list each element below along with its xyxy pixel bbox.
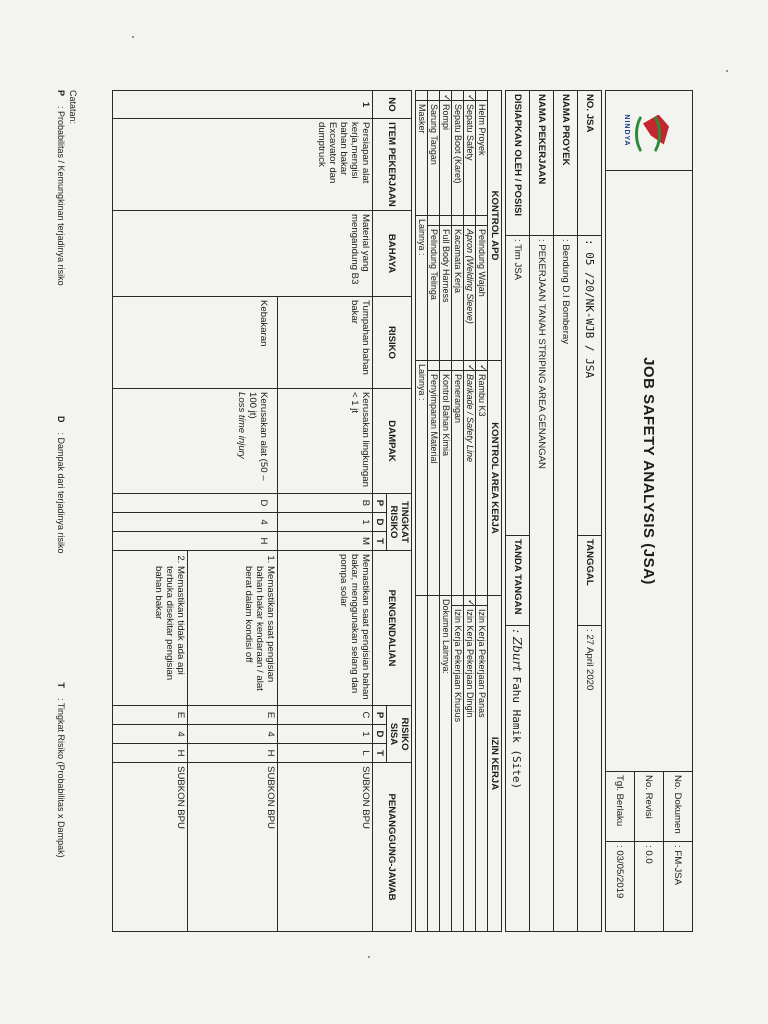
area-item: Penerangan [452, 371, 464, 596]
notes [56, 90, 78, 932]
izin-check [452, 596, 464, 606]
apd-item: Sepatu Boot (Karet) [452, 101, 464, 216]
note-p-key: P [56, 90, 66, 97]
row-sisa-t: H [188, 744, 278, 763]
apd-check: ✓ [464, 91, 476, 101]
izin-check: ✓ [464, 596, 476, 606]
izin-item: Izin Kerja Pekerjaan Panas [476, 606, 488, 932]
table-row [278, 91, 373, 932]
izin-item: Izin Kerja Pekerjaan Khusus [452, 606, 464, 932]
pengendalian-list [243, 554, 276, 702]
apd-item: Helm Proyek [476, 101, 488, 216]
row-sisa-d: 4 [113, 725, 188, 744]
ttd-cell [506, 626, 530, 932]
apd-item: Pelindung Wajah [476, 226, 488, 361]
col-sisa-t: T [373, 744, 387, 763]
col-dampak: DAMPAK [373, 389, 412, 494]
row-dampak: Kerusakan lingkungan < 1 jt [278, 389, 373, 494]
apd-item: Rompi [440, 101, 452, 216]
apd-check [464, 216, 476, 226]
info-section [505, 90, 602, 932]
row-sisa-d: 1 [278, 725, 373, 744]
row-dampak-text: Kerusakan alat (50 – 100 jt) [247, 392, 269, 481]
pengendalian-step: 2. Memastikan tidak ada api terbuka disekitar pengisian bahan bakar [153, 566, 186, 702]
no-jsa-label: NO. JSA [578, 91, 602, 236]
col-no: NO [373, 91, 412, 119]
analysis-table [112, 90, 412, 932]
apd-item: Kacamata Kerja [452, 226, 464, 361]
tanggal-value: : 27 April 2020 [578, 626, 602, 932]
row-p: B [278, 494, 373, 513]
note-p-text: : Probabilitas / Kemungkinan terjadinya risiko [56, 106, 66, 286]
col-pj: PENANGGUNG-JAWAB [373, 763, 412, 932]
row-pj: SUBKON BPU [113, 763, 188, 932]
row-sisa-p: E [188, 706, 278, 725]
company-logo [606, 91, 693, 171]
doc-no-label: No. Dokumen [664, 772, 693, 842]
col-sisa-p: P [373, 706, 387, 725]
izin-check [476, 596, 488, 606]
note-d-text: : Dampak dari terjadinya risiko [56, 432, 66, 554]
apd-check [452, 216, 464, 226]
apd-item: Apron (Welding Sleeve) [464, 226, 476, 361]
area-check [440, 361, 452, 371]
col-pengendalian: PENGENDALIAN [373, 551, 412, 706]
row-sisa-p: E [113, 706, 188, 725]
disiapkan-label: DISIAPKAN OLEH / POSISI [506, 91, 530, 236]
apd-check [416, 91, 428, 101]
row-d: 4 [113, 513, 278, 532]
pengendalian-list [153, 554, 186, 702]
izin-kerja-heading: IZIN KERJA [488, 596, 502, 932]
notes-row [56, 90, 66, 932]
row-dampak [113, 389, 278, 494]
apd-check [476, 91, 488, 101]
proyek-value: : Bendung D.I Bomberay [554, 236, 578, 932]
proyek-label: NAMA PROYEK [554, 91, 578, 236]
pekerjaan-label: NAMA PEKERJAAN [530, 91, 554, 236]
effective-date-label: Tgl. Berlaku [606, 772, 635, 842]
disiapkan-value: : Tim JSA [506, 236, 530, 536]
nindya-logo-icon [633, 109, 671, 153]
form-title: JOB SAFETY ANALYSIS (JSA) [606, 171, 693, 772]
kontrol-area-heading: KONTROL AREA KERJA [488, 361, 502, 596]
izin-item: Izin Kerja Pekerjaan Dingin [464, 606, 476, 932]
row-sisa-d: 4 [188, 725, 278, 744]
row-pengendalian: Memastikan saat pengisian bahan bakar, menggunakan selang dan pompa solar [278, 551, 373, 706]
pengendalian-step: 1. Memastikan saat pengisian bahan bakar kendaraan / alat berat dalam kondisi off [243, 566, 276, 702]
col-t: T [373, 532, 387, 551]
apd-check [452, 91, 464, 101]
revision-value: : 0.0 [635, 842, 664, 932]
row-sisa-t: H [113, 744, 188, 763]
area-check [428, 361, 440, 371]
apd-check [440, 216, 452, 226]
izin-empty [428, 596, 440, 932]
row-t: H [113, 532, 278, 551]
apd-item: Full Body Harness [440, 226, 452, 361]
row-risiko: Tumpahan bahan bakar [278, 297, 373, 389]
area-item: Kontrol Bahan Kimia [440, 371, 452, 596]
apd-item: Pelindung Telinga [428, 226, 440, 361]
row-pengendalian [188, 551, 278, 706]
tanggal-label: TANGGAL [578, 536, 602, 626]
apd-check [428, 216, 440, 226]
area-item: Lainnya : [416, 361, 428, 596]
area-item: Rambu K3 [476, 371, 488, 596]
apd-item: Lainnya : [416, 216, 428, 361]
revision-label: No. Revisi [635, 772, 664, 842]
logo-text: NINDYA [623, 114, 630, 147]
area-check [452, 361, 464, 371]
row-dampak-italic: Loss time injury [236, 392, 247, 459]
col-item: ITEM PEKERJAAN [373, 119, 412, 211]
apd-check [476, 216, 488, 226]
note-t-text: : Tingkat Risiko (Probabilitas x Dampak) [56, 698, 66, 858]
apd-item: Sepatu Safety [464, 101, 476, 216]
col-bahaya: BAHAYA [373, 211, 412, 297]
signature: : Zburt [510, 629, 525, 672]
row-no: 1 [113, 91, 373, 119]
pekerjaan-value: : PEKERJAAN TANAH STRIPING AREA GENANGAN [530, 236, 554, 932]
jsa-form [83, 90, 693, 932]
row-p: D [113, 494, 278, 513]
apd-item: Masker [416, 101, 428, 216]
row-pj: SUBKON BPU [278, 763, 373, 932]
apd-check [428, 91, 440, 101]
row-risiko: Kebakaran [113, 297, 278, 389]
row-item: Persiapan alat kerja,mengisi bahan bakar Excavator dan dumptruck [113, 119, 373, 211]
row-sisa-p: C [278, 706, 373, 725]
col-sisa-d: D [373, 725, 387, 744]
area-check: ✓ [476, 361, 488, 371]
note-d-key: D [56, 416, 66, 423]
izin-item: Dokumen Lainnya: [440, 596, 452, 932]
apd-check: ✓ [440, 91, 452, 101]
row-sisa-t: L [278, 744, 373, 763]
apd-item: Sarung Tangan [428, 101, 440, 216]
control-section [415, 90, 502, 932]
doc-no-value: : FM-JSA [664, 842, 693, 932]
row-d: 1 [278, 513, 373, 532]
col-d: D [373, 513, 387, 532]
area-item: Penyimpanan Material [428, 371, 440, 596]
kontrol-apd-heading: KONTROL APD [488, 91, 502, 361]
izin-empty [416, 596, 428, 932]
area-item: Barikade / Safety Line [464, 371, 476, 596]
row-pengendalian [113, 551, 188, 706]
row-t: M [278, 532, 373, 551]
col-sisa: RISIKO SISA [387, 706, 412, 763]
form-header [605, 90, 693, 932]
effective-date-value: : 03/05/2019 [606, 842, 635, 932]
note-t-key: T [56, 682, 66, 689]
col-tingkat: TINGKAT RISIKO [387, 494, 412, 551]
col-p: P [373, 494, 387, 513]
no-jsa-value: : 05 /20/NK-WJB / JSA [578, 236, 602, 536]
notes-label: Catatan: [68, 90, 78, 125]
signer-name: Fahu Hamik (Site) [510, 676, 524, 790]
row-bahaya: Material yang mengandung B3 [113, 211, 373, 297]
row-pj: SUBKON BPU [188, 763, 278, 932]
area-check: ✓ [464, 361, 476, 371]
ttd-label: TANDA TANGAN [506, 536, 530, 626]
col-risiko: RISIKO [373, 297, 412, 389]
